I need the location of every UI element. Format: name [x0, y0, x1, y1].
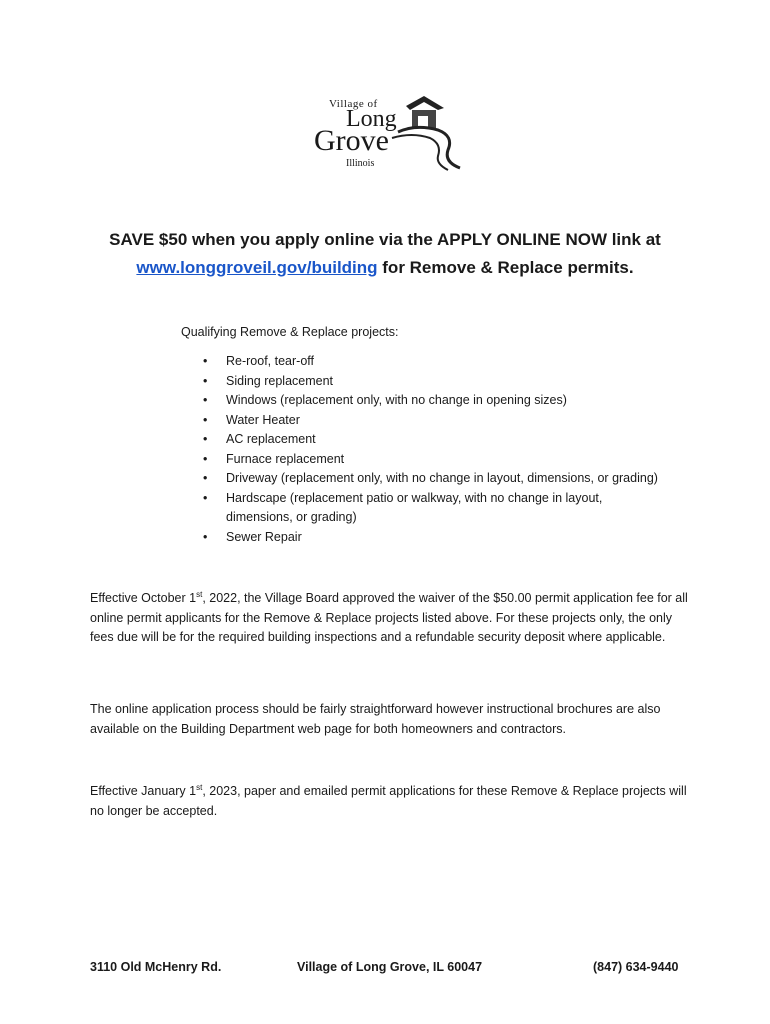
list-item-text: Siding replacement: [226, 373, 334, 388]
list-item: [200, 411, 686, 431]
bullet-icon: •: [203, 354, 208, 368]
bullet-icon: •: [203, 451, 208, 466]
p1-rest: , 2022, the Village Board approved the waiver of the $50.00 permit application fee for all online permit applicants for the Remove & Replace projects listed above. For these projects only, the only fees due will be for the required building inspections and a refundable security deposit where applicable.: [90, 591, 688, 645]
paragraph-paper-applications: [90, 778, 690, 821]
paragraph-online-process: The online application process should be fairly straightforward however instructional brochures are also available on the Building Department web page for both homeowners and contractors.: [90, 702, 661, 736]
headline-line2: [60, 254, 710, 282]
list-item-text: AC replacement: [226, 432, 316, 446]
list-item: [200, 528, 686, 548]
bullet-icon: •: [203, 432, 208, 446]
p3-start: Effective January 1: [90, 784, 197, 799]
p3-rest: , 2023, paper and emailed permit applications for these Remove & Replace projects will no longer be accepted.: [90, 784, 687, 818]
list-item: [200, 352, 686, 372]
logo-village-of: Village of: [329, 98, 378, 110]
list-item-text: Windows (replacement only, with no change in opening sizes): [226, 393, 567, 407]
list-item-text: Water Heater: [226, 412, 300, 427]
list-item-text: Furnace replacement: [226, 451, 345, 466]
p1-sup: st: [196, 590, 203, 599]
p1-start: Effective October 1: [90, 591, 197, 606]
bullet-icon: •: [203, 373, 208, 388]
p3-sup: st: [196, 783, 203, 792]
village-logo: [306, 94, 466, 174]
headline: [60, 226, 710, 282]
footer-address: 3110 Old McHenry Rd.: [90, 960, 222, 974]
covered-bridge-icon: [386, 94, 466, 172]
list-item-text: Sewer Repair: [226, 529, 302, 544]
list-item-text: Re-roof, tear-off: [226, 354, 315, 368]
qualifying-title: Qualifying Remove & Replace projects:: [181, 325, 399, 339]
paragraph-fee-waiver: [90, 585, 690, 648]
logo-illinois: Illinois: [346, 158, 375, 169]
list-item-text: Hardscape (replacement patio or walkway, with no change in layout, dimensions, or grading): [226, 490, 603, 524]
list-item-text: Driveway (replacement only, with no change in layout, dimensions, or grading): [226, 471, 658, 485]
bullet-icon: •: [203, 471, 208, 485]
logo-grove: Grove: [314, 124, 389, 157]
list-item: [200, 430, 686, 450]
list-item: [200, 372, 686, 392]
qualifying-list: [200, 352, 686, 547]
headline-line2-rest: for Remove & Replace permits.: [377, 258, 634, 277]
footer-phone: (847) 634-9440: [593, 960, 679, 974]
bullet-icon: •: [203, 529, 208, 544]
bullet-icon: •: [203, 393, 208, 407]
list-item: [200, 489, 626, 528]
list-item: [200, 450, 686, 470]
logo-long: Long: [346, 106, 397, 132]
list-item: [200, 391, 686, 411]
headline-line1: SAVE $50 when you apply online via the APPLY ONLINE NOW link at: [109, 230, 661, 249]
footer-city: Village of Long Grove, IL 60047: [297, 960, 483, 974]
bullet-icon: •: [203, 490, 208, 505]
building-link[interactable]: www.longgroveil.gov/building: [136, 258, 378, 277]
list-item: [200, 469, 686, 489]
bullet-icon: •: [203, 412, 208, 427]
